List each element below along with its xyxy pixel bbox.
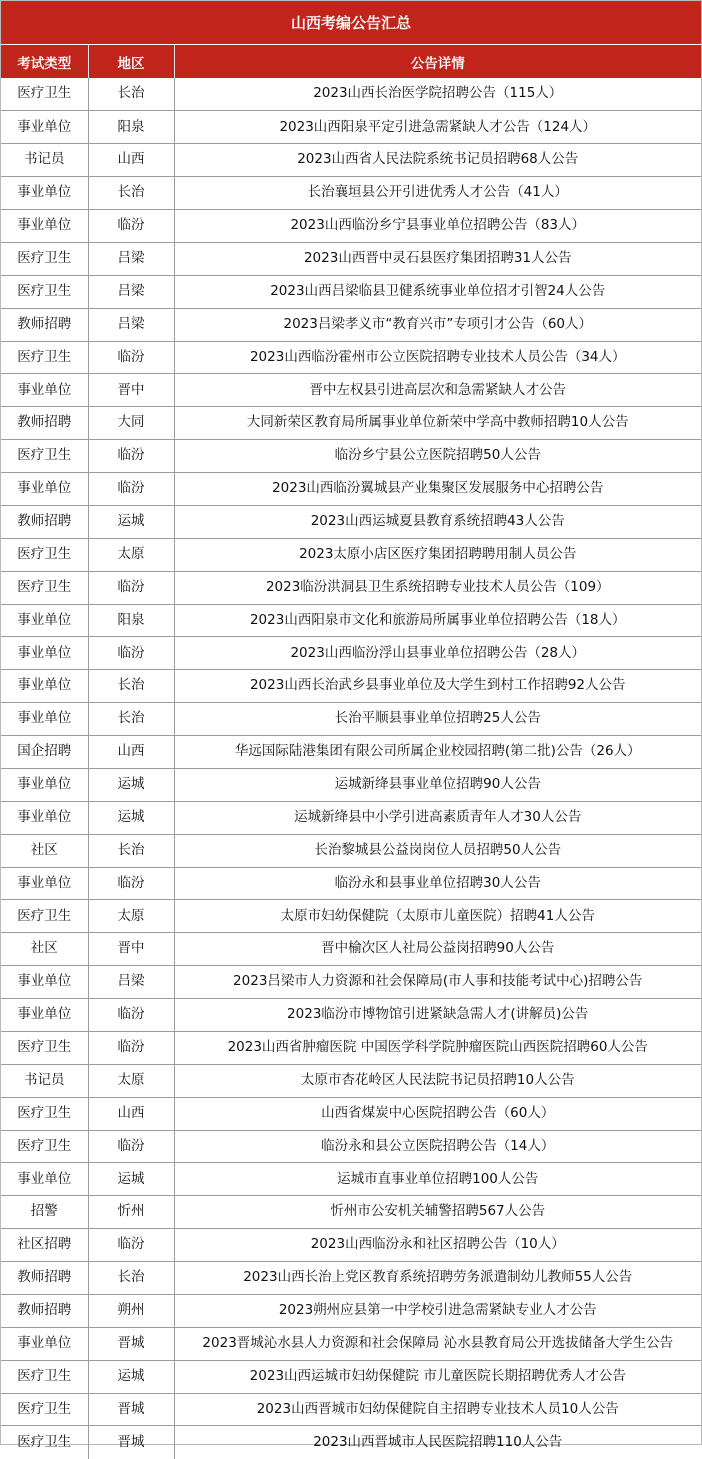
cell-exam-type: 医疗卫生 [1, 1097, 88, 1130]
cell-details[interactable]: 2023山西省肿瘤医院 中国医学科学院肿瘤医院山西医院招聘60人公告 [174, 1031, 701, 1064]
table-row [1, 1097, 701, 1130]
cell-exam-type: 医疗卫生 [1, 242, 88, 275]
cell-region: 吕梁 [88, 308, 174, 341]
table-row [1, 768, 701, 801]
cell-exam-type: 医疗卫生 [1, 1130, 88, 1163]
cell-region: 忻州 [88, 1196, 174, 1229]
table-row [1, 736, 701, 769]
cell-exam-type: 事业单位 [1, 210, 88, 243]
table-row [1, 374, 701, 407]
table-row [1, 801, 701, 834]
table-row [1, 473, 701, 506]
table-row [1, 144, 701, 177]
cell-exam-type: 医疗卫生 [1, 1426, 88, 1459]
table-row [1, 1196, 701, 1229]
table-row [1, 966, 701, 999]
header-exam-type: 考试类型 [1, 45, 88, 78]
table-row [1, 341, 701, 374]
cell-region: 山西 [88, 144, 174, 177]
cell-exam-type: 医疗卫生 [1, 571, 88, 604]
cell-region: 晋城 [88, 1393, 174, 1426]
table-row [1, 538, 701, 571]
cell-details[interactable]: 运城新绛县事业单位招聘90人公告 [174, 768, 701, 801]
cell-region: 临汾 [88, 1130, 174, 1163]
cell-details[interactable]: 长治襄垣县公开引进优秀人才公告（41人） [174, 177, 701, 210]
cell-details[interactable]: 长治平顺县事业单位招聘25人公告 [174, 703, 701, 736]
table-row [1, 834, 701, 867]
cell-region: 长治 [88, 177, 174, 210]
cell-exam-type: 教师招聘 [1, 407, 88, 440]
cell-details[interactable]: 2023山西省人民法院系统书记员招聘68人公告 [174, 144, 701, 177]
cell-region: 长治 [88, 1262, 174, 1295]
cell-region: 长治 [88, 834, 174, 867]
cell-details[interactable]: 2023吕梁孝义市“教育兴市”专项引才公告（60人） [174, 308, 701, 341]
cell-details[interactable]: 临汾乡宁县公立医院招聘50人公告 [174, 440, 701, 473]
table-row [1, 867, 701, 900]
cell-region: 吕梁 [88, 242, 174, 275]
table-row [1, 505, 701, 538]
table-row [1, 1262, 701, 1295]
cell-region: 晋城 [88, 1327, 174, 1360]
cell-exam-type: 事业单位 [1, 867, 88, 900]
cell-details[interactable]: 太原市杏花岭区人民法院书记员招聘10人公告 [174, 1064, 701, 1097]
cell-region: 临汾 [88, 1031, 174, 1064]
cell-region: 阳泉 [88, 604, 174, 637]
cell-exam-type: 教师招聘 [1, 505, 88, 538]
cell-region: 临汾 [88, 999, 174, 1032]
table-row [1, 933, 701, 966]
cell-exam-type: 教师招聘 [1, 1294, 88, 1327]
cell-details[interactable]: 2023山西长治医学院招聘公告（115人） [174, 78, 701, 111]
cell-exam-type: 社区招聘 [1, 1229, 88, 1262]
cell-exam-type: 事业单位 [1, 1327, 88, 1360]
cell-exam-type: 事业单位 [1, 768, 88, 801]
cell-region: 晋中 [88, 374, 174, 407]
cell-details[interactable]: 晋中榆次区人社局公益岗招聘90人公告 [174, 933, 701, 966]
cell-exam-type: 事业单位 [1, 111, 88, 144]
header-row [1, 45, 701, 78]
table-row [1, 1360, 701, 1393]
cell-region: 太原 [88, 1064, 174, 1097]
cell-region: 临汾 [88, 637, 174, 670]
cell-exam-type: 事业单位 [1, 177, 88, 210]
table-row [1, 78, 701, 111]
cell-details[interactable]: 2023山西长治武乡县事业单位及大学生到村工作招聘92人公告 [174, 670, 701, 703]
table-row [1, 242, 701, 275]
cell-region: 朔州 [88, 1294, 174, 1327]
cell-region: 临汾 [88, 341, 174, 374]
cell-details[interactable]: 长治黎城县公益岗岗位人员招聘50人公告 [174, 834, 701, 867]
cell-details[interactable]: 2023晋城沁水县人力资源和社会保障局 沁水县教育局公开选拔储备大学生公告 [174, 1327, 701, 1360]
cell-details[interactable]: 运城新绛县中小学引进高素质青年人才30人公告 [174, 801, 701, 834]
table-row [1, 177, 701, 210]
table-row [1, 1064, 701, 1097]
cell-details[interactable]: 2023山西吕梁临县卫健系统事业单位招才引智24人公告 [174, 275, 701, 308]
cell-exam-type: 社区 [1, 834, 88, 867]
cell-details[interactable]: 2023山西晋城市人民医院招聘110人公告 [313, 1433, 563, 1450]
cell-region: 长治 [88, 78, 174, 111]
cell-details[interactable]: 2023山西阳泉平定引进急需紧缺人才公告（124人） [174, 111, 701, 144]
cell-exam-type: 事业单位 [1, 966, 88, 999]
cell-details[interactable]: 2023临汾市博物馆引进紧缺急需人才(讲解员)公告 [174, 999, 701, 1032]
cell-exam-type: 教师招聘 [1, 308, 88, 341]
cell-details[interactable]: 忻州市公安机关辅警招聘567人公告 [174, 1196, 701, 1229]
cell-exam-type: 医疗卫生 [1, 900, 88, 933]
cell-region: 晋城 [88, 1426, 174, 1459]
cell-exam-type: 书记员 [1, 144, 88, 177]
cell-region: 运城 [88, 1360, 174, 1393]
table-row [1, 1229, 701, 1262]
cell-details[interactable]: 2023太原小店区医疗集团招聘聘用制人员公告 [174, 538, 701, 571]
cell-details[interactable]: 2023山西晋城市妇幼保健院自主招聘专业技术人员10人公告 [174, 1393, 701, 1426]
cell-details[interactable]: 华远国际陆港集团有限公司所属企业校园招聘(第二批)公告（26人） [174, 736, 701, 769]
table-row [1, 670, 701, 703]
table-row [1, 1130, 701, 1163]
cell-details[interactable]: 2023山西临汾乡宁县事业单位招聘公告（83人） [174, 210, 701, 243]
cell-details[interactable]: 2023朔州应县第一中学校引进急需紧缺专业人才公告 [174, 1294, 701, 1327]
header-details: 公告详情 [174, 45, 701, 78]
cell-region: 运城 [88, 1163, 174, 1196]
cell-exam-type: 事业单位 [1, 670, 88, 703]
cell-details[interactable]: 大同新荣区教育局所属事业单位新荣中学高中教师招聘10人公告 [174, 407, 701, 440]
cell-exam-type: 医疗卫生 [1, 1031, 88, 1064]
table-row [1, 999, 701, 1032]
cell-region: 运城 [88, 505, 174, 538]
table-title: 山西考编公告汇总 [1, 1, 701, 45]
cell-exam-type: 医疗卫生 [1, 78, 88, 111]
cell-exam-type: 招警 [1, 1196, 88, 1229]
cell-region: 临汾 [88, 1229, 174, 1262]
cell-exam-type: 医疗卫生 [1, 538, 88, 571]
table-row [1, 1393, 701, 1426]
cell-region: 吕梁 [88, 275, 174, 308]
header-region: 地区 [88, 45, 174, 78]
cell-region: 太原 [88, 900, 174, 933]
cell-region: 晋中 [88, 933, 174, 966]
cell-details[interactable]: 2023山西长治上党区教育系统招聘劳务派遣制幼儿教师55人公告 [174, 1262, 701, 1295]
cell-region: 长治 [88, 670, 174, 703]
cell-details[interactable]: 太原市妇幼保健院（太原市儿童医院）招聘41人公告 [174, 900, 701, 933]
cell-exam-type: 事业单位 [1, 999, 88, 1032]
table-row [1, 703, 701, 736]
cell-exam-type: 事业单位 [1, 801, 88, 834]
cell-region: 运城 [88, 768, 174, 801]
table-row [1, 440, 701, 473]
cell-region: 临汾 [88, 210, 174, 243]
table-row [1, 1294, 701, 1327]
cell-exam-type: 书记员 [1, 1064, 88, 1097]
cell-details[interactable]: 晋中左权县引进高层次和急需紧缺人才公告 [174, 374, 701, 407]
cell-details[interactable]: 2023临汾洪洞县卫生系统招聘专业技术人员公告（109） [174, 571, 701, 604]
table-row [1, 637, 701, 670]
table-body [1, 78, 701, 1459]
table-row [1, 900, 701, 933]
cell-exam-type: 事业单位 [1, 1163, 88, 1196]
cell-region: 长治 [88, 703, 174, 736]
cell-details[interactable]: 2023山西临汾永和社区招聘公告（10人） [174, 1229, 701, 1262]
cell-region: 阳泉 [88, 111, 174, 144]
cell-exam-type: 事业单位 [1, 604, 88, 637]
table-header [1, 45, 701, 78]
cell-exam-type: 国企招聘 [1, 736, 88, 769]
cell-region: 临汾 [88, 473, 174, 506]
cell-details[interactable]: 2023山西临汾浮山县事业单位招聘公告（28人） [174, 637, 701, 670]
cell-exam-type: 事业单位 [1, 374, 88, 407]
table-row [1, 604, 701, 637]
cell-details[interactable]: 2023山西临汾翼城县产业集聚区发展服务中心招聘公告 [174, 473, 701, 506]
cell-exam-type: 医疗卫生 [1, 275, 88, 308]
cell-exam-type: 医疗卫生 [1, 1360, 88, 1393]
cell-exam-type: 教师招聘 [1, 1262, 88, 1295]
cell-region: 运城 [88, 801, 174, 834]
cell-region: 临汾 [88, 867, 174, 900]
table-row [1, 407, 701, 440]
cell-details[interactable]: 山西省煤炭中心医院招聘公告（60人） [174, 1097, 701, 1130]
table-row [1, 308, 701, 341]
table-row [1, 1426, 701, 1459]
cell-details[interactable]: 2023山西运城夏县教育系统招聘43人公告 [174, 505, 701, 538]
table-row [1, 1163, 701, 1196]
cell-exam-type: 事业单位 [1, 703, 88, 736]
cell-region: 山西 [88, 736, 174, 769]
cell-exam-type: 医疗卫生 [1, 440, 88, 473]
cell-details[interactable]: 2023山西运城市妇幼保健院 市儿童医院长期招聘优秀人才公告 [174, 1360, 701, 1393]
cell-region: 太原 [88, 538, 174, 571]
table-row [1, 571, 701, 604]
cell-details[interactable]: 2023山西阳泉市文化和旅游局所属事业单位招聘公告（18人） [174, 604, 701, 637]
cell-exam-type: 医疗卫生 [1, 341, 88, 374]
cell-details[interactable]: 2023山西晋中灵石县医疗集团招聘31人公告 [174, 242, 701, 275]
cell-region: 临汾 [88, 440, 174, 473]
table-row [1, 1327, 701, 1360]
cell-region: 大同 [88, 407, 174, 440]
cell-details[interactable]: 临汾永和县事业单位招聘30人公告 [174, 867, 701, 900]
cell-exam-type: 医疗卫生 [1, 1393, 88, 1426]
table-row [1, 1031, 701, 1064]
cell-region: 山西 [88, 1097, 174, 1130]
cell-details[interactable]: 2023吕梁市人力资源和社会保障局(市人事和技能考试中心)招聘公告 [174, 966, 701, 999]
cell-exam-type: 社区 [1, 933, 88, 966]
cell-region: 吕梁 [88, 966, 174, 999]
table-row [1, 111, 701, 144]
cell-exam-type: 事业单位 [1, 637, 88, 670]
cell-details[interactable]: 2023山西临汾霍州市公立医院招聘专业技术人员公告（34人） [174, 341, 701, 374]
announcement-table [1, 45, 701, 1459]
table-row [1, 275, 701, 308]
cell-details[interactable]: 临汾永和县公立医院招聘公告（14人） [174, 1130, 701, 1163]
cell-region: 临汾 [88, 571, 174, 604]
table-row [1, 210, 701, 243]
cell-details[interactable]: 运城市直事业单位招聘100人公告 [174, 1163, 701, 1196]
cell-exam-type: 事业单位 [1, 473, 88, 506]
